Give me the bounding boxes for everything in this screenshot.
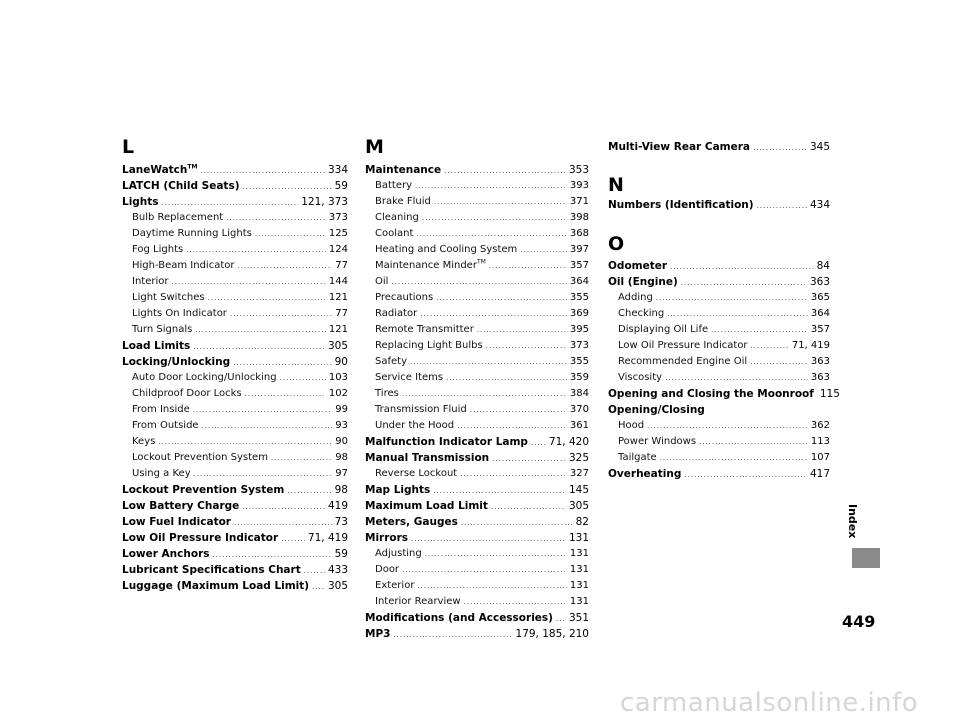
page-number: 449 [842,612,876,631]
index-subentry: Fog Lights ..... 124 [132,243,348,257]
index-subentry: Reverse Lockout ..... 327 [375,467,589,481]
index-entry: Malfunction Indicator Lamp ..... 71, 420 [365,435,589,449]
section-letter-l: L [122,136,135,158]
index-subentry: Hood ..... 362 [618,419,830,433]
index-subentry: Maintenance Minder™ ..... 357 [375,259,589,273]
index-subentry: From Inside ..... 99 [132,403,348,417]
index-entry: Map Lights ..... 145 [365,483,589,497]
index-entry: Load Limits ..... 305 [122,339,348,353]
index-subentry: Under the Hood ..... 361 [375,419,589,433]
index-entry: Modifications (and Accessories) ..... 351 [365,611,589,625]
index-subentry: Turn Signals ..... 121 [132,323,348,337]
index-subentry: Displaying Oil Life ..... 357 [618,323,830,337]
index-entry: Locking/Unlocking ..... 90 [122,355,348,369]
index-subentry: Daytime Running Lights ..... 125 [132,227,348,241]
index-entry: Lower Anchors ..... 59 [122,547,348,561]
index-subentry: Interior ..... 144 [132,275,348,289]
index-subentry: Replacing Light Bulbs ..... 373 [375,339,589,353]
index-entry: Maximum Load Limit ..... 305 [365,499,589,513]
index-subentry: Power Windows ..... 113 [618,435,830,449]
index-subentry: High-Beam Indicator ..... 77 [132,259,348,273]
index-entry: Low Battery Charge ..... 419 [122,499,348,513]
index-subentry: Low Oil Pressure Indicator ..... 71, 419 [618,339,830,353]
index-entry: Numbers (Identification) ..... 434 [608,198,830,212]
index-subentry: Recommended Engine Oil ..... 363 [618,355,830,369]
watermark: carmanualsonline.info [620,688,919,718]
index-entry: Low Fuel Indicator ..... 73 [122,515,348,529]
index-subentry: Cleaning ..... 398 [375,211,589,225]
index-subentry: Auto Door Locking/Unlocking ..... 103 [132,371,348,385]
index-subentry: Interior Rearview ..... 131 [375,595,589,609]
index-subentry: Door ..... 131 [375,563,589,577]
index-subentry: Oil ..... 364 [375,275,589,289]
index-entry: Luggage (Maximum Load Limit) ..... 305 [122,579,348,593]
index-entry: Opening/Closing [608,404,705,416]
index-entry: Oil (Engine) ..... 363 [608,275,830,289]
section-letter-n: N [608,174,624,196]
index-entry: Opening and Closing the Moonroof 115 [608,388,840,400]
index-entry: LATCH (Child Seats) ..... 59 [122,179,348,193]
index-subentry: Heating and Cooling System ..... 397 [375,243,589,257]
index-subentry: Lights On Indicator ..... 77 [132,307,348,321]
index-subentry: Checking ..... 364 [618,307,830,321]
index-entry: LaneWatch™ ..... 334 [122,163,348,177]
index-entry: Low Oil Pressure Indicator ..... 71, 419 [122,531,348,545]
index-subentry: Lockout Prevention System ..... 98 [132,451,348,465]
index-subentry: Using a Key ..... 97 [132,467,348,481]
index-entry: Maintenance ..... 353 [365,163,589,177]
index-subentry: Precautions ..... 355 [375,291,589,305]
index-subentry: Keys ..... 90 [132,435,348,449]
index-entry: Meters, Gauges ..... 82 [365,515,589,529]
index-subentry: Remote Transmitter ..... 395 [375,323,589,337]
index-entry: Lubricant Specifications Chart ..... 433 [122,563,348,577]
index-subentry: Adjusting ..... 131 [375,547,589,561]
section-letter-m: M [365,136,384,158]
index-entry: Multi-View Rear Camera ..... 345 [608,140,830,154]
index-subentry: Tailgate ..... 107 [618,451,830,465]
index-entry: MP3 ..... 179, 185, 210 [365,627,589,641]
index-subentry: Battery ..... 393 [375,179,589,193]
index-subentry: Viscosity ..... 363 [618,371,830,385]
index-subentry: Radiator ..... 369 [375,307,589,321]
sidebar-index-label: Index [846,504,859,539]
index-subentry: Bulb Replacement ..... 373 [132,211,348,225]
index-subentry: Light Switches ..... 121 [132,291,348,305]
section-tab-active [852,548,880,568]
index-subentry: Brake Fluid ..... 371 [375,195,589,209]
index-entry: Overheating ..... 417 [608,467,830,481]
index-subentry: Service Items ..... 359 [375,371,589,385]
index-subentry: Coolant ..... 368 [375,227,589,241]
index-subentry: From Outside ..... 93 [132,419,348,433]
index-entry: Manual Transmission ..... 325 [365,451,589,465]
index-subentry: Transmission Fluid ..... 370 [375,403,589,417]
index-subentry: Safety ..... 355 [375,355,589,369]
index-entry: Lights ..... 121, 373 [122,195,348,209]
index-entry: Odometer ..... 84 [608,259,830,273]
index-subentry: Exterior ..... 131 [375,579,589,593]
section-letter-o: O [608,233,625,255]
index-subentry: Adding ..... 365 [618,291,830,305]
index-subentry: Tires ..... 384 [375,387,589,401]
index-entry: Mirrors ..... 131 [365,531,589,545]
index-subentry: Childproof Door Locks ..... 102 [132,387,348,401]
index-entry: Lockout Prevention System ..... 98 [122,483,348,497]
